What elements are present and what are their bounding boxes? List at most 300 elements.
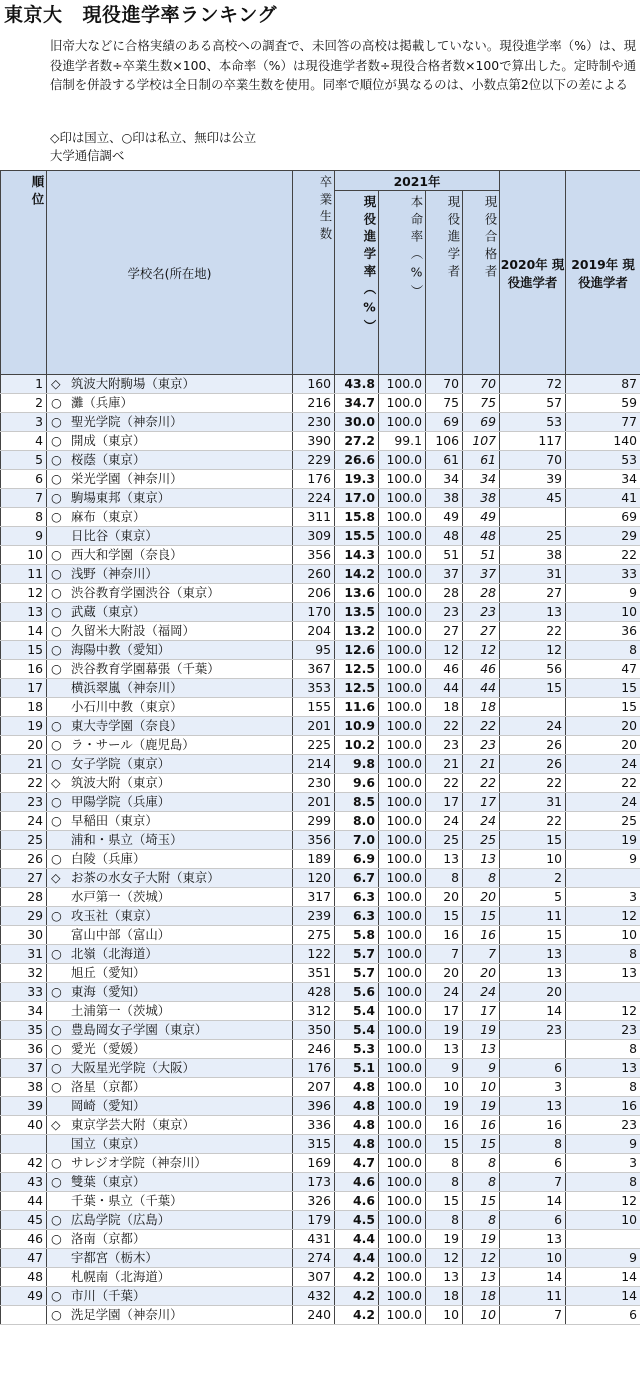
- cell-y2020: 13: [500, 1097, 566, 1116]
- cell-rank: 28: [1, 888, 47, 907]
- cell-y2019: 59: [566, 394, 640, 413]
- cell-honmei: 100.0: [379, 584, 426, 603]
- cell-rate: 34.7: [335, 394, 379, 413]
- table-row: [1, 546, 640, 565]
- school-name: 富山中部（富山）: [71, 927, 171, 942]
- table-row: [1, 1306, 640, 1325]
- school-name: 東京学芸大附（東京）: [71, 1117, 195, 1132]
- table-row: [1, 831, 640, 850]
- school-name: 聖光学院（神奈川）: [71, 414, 183, 429]
- cell-rate: 13.6: [335, 584, 379, 603]
- cell-honmei: 100.0: [379, 1059, 426, 1078]
- cell-grads: 179: [293, 1211, 335, 1230]
- cell-rate: 6.3: [335, 888, 379, 907]
- cell-grads: 120: [293, 869, 335, 888]
- cell-grads: 260: [293, 565, 335, 584]
- table-row: [1, 926, 640, 945]
- school-name: 海陽中教（愛知）: [71, 642, 171, 657]
- cell-y2020: 15: [500, 831, 566, 850]
- cell-honmei: 100.0: [379, 717, 426, 736]
- cell-passed: 22: [463, 774, 500, 793]
- cell-y2019: 8: [566, 945, 640, 964]
- school-type-mark: ○: [51, 813, 62, 828]
- table-row: [1, 565, 640, 584]
- cell-rate: 27.2: [335, 432, 379, 451]
- cell-passed: 22: [463, 717, 500, 736]
- school-name: 麻布（東京）: [71, 509, 146, 524]
- cell-y2020: 27: [500, 584, 566, 603]
- cell-y2020: [500, 508, 566, 527]
- cell-grads: 336: [293, 1116, 335, 1135]
- cell-honmei: 100.0: [379, 1173, 426, 1192]
- header-enrolled: 現役進学者: [426, 191, 463, 375]
- cell-y2019: 8: [566, 1173, 640, 1192]
- cell-y2019: 14: [566, 1268, 640, 1287]
- school-name: ラ・サール（鹿児島）: [71, 737, 195, 752]
- school-name: 北嶺（北海道）: [71, 946, 158, 961]
- cell-grads: 240: [293, 1306, 335, 1325]
- cell-enrolled: 19: [426, 1230, 463, 1249]
- cell-enrolled: 23: [426, 736, 463, 755]
- cell-y2019: 15: [566, 698, 640, 717]
- school-name: 大阪星光学院（大阪）: [71, 1060, 195, 1075]
- cell-school: [47, 812, 293, 831]
- school-name: 女子学院（東京）: [71, 756, 171, 771]
- cell-school: [47, 432, 293, 451]
- cell-school: [47, 907, 293, 926]
- cell-school: [47, 603, 293, 622]
- cell-y2019: 20: [566, 736, 640, 755]
- cell-rate: 4.7: [335, 1154, 379, 1173]
- cell-school: [47, 850, 293, 869]
- cell-school: [47, 774, 293, 793]
- cell-y2020: 22: [500, 622, 566, 641]
- cell-y2019: 41: [566, 489, 640, 508]
- cell-y2019: 8: [566, 1078, 640, 1097]
- cell-rank: 48: [1, 1268, 47, 1287]
- cell-school: [47, 717, 293, 736]
- cell-enrolled: 8: [426, 869, 463, 888]
- ranking-table: [0, 170, 640, 1325]
- cell-y2019: 20: [566, 717, 640, 736]
- cell-rate: 4.8: [335, 1116, 379, 1135]
- cell-rate: 13.5: [335, 603, 379, 622]
- table-body: [1, 375, 640, 1325]
- cell-rate: 5.4: [335, 1021, 379, 1040]
- school-name: 早稲田（東京）: [71, 813, 158, 828]
- cell-enrolled: 19: [426, 1097, 463, 1116]
- cell-rate: 4.2: [335, 1306, 379, 1325]
- cell-rank: 42: [1, 1154, 47, 1173]
- cell-grads: 275: [293, 926, 335, 945]
- cell-rank: 2: [1, 394, 47, 413]
- school-type-mark: ○: [51, 737, 62, 752]
- cell-enrolled: 8: [426, 1154, 463, 1173]
- cell-school: [47, 869, 293, 888]
- table-row: [1, 1230, 640, 1249]
- cell-grads: 390: [293, 432, 335, 451]
- school-type-mark: ◇: [51, 1117, 61, 1132]
- cell-y2020: 70: [500, 451, 566, 470]
- cell-grads: 351: [293, 964, 335, 983]
- cell-y2020: 26: [500, 755, 566, 774]
- source-credit: 大学通信調べ: [50, 148, 125, 163]
- cell-rate: 4.5: [335, 1211, 379, 1230]
- cell-honmei: 100.0: [379, 755, 426, 774]
- cell-enrolled: 8: [426, 1173, 463, 1192]
- header-2021: 2021年: [335, 171, 500, 191]
- cell-school: [47, 831, 293, 850]
- cell-y2020: 13: [500, 945, 566, 964]
- cell-honmei: 100.0: [379, 1002, 426, 1021]
- cell-rank: 49: [1, 1287, 47, 1306]
- cell-rate: 5.3: [335, 1040, 379, 1059]
- cell-y2020: 13: [500, 603, 566, 622]
- title-ranking: 現役進学率ランキング: [82, 4, 277, 26]
- cell-y2020: 14: [500, 1268, 566, 1287]
- cell-y2019: 12: [566, 1002, 640, 1021]
- cell-grads: 206: [293, 584, 335, 603]
- cell-rate: 43.8: [335, 375, 379, 394]
- cell-school: [47, 793, 293, 812]
- school-type-mark: ○: [51, 1174, 62, 1189]
- cell-enrolled: 28: [426, 584, 463, 603]
- cell-y2020: [500, 1040, 566, 1059]
- table-row: [1, 774, 640, 793]
- school-name: 洗足学園（神奈川）: [71, 1307, 183, 1322]
- table-row: [1, 413, 640, 432]
- cell-y2020: 24: [500, 717, 566, 736]
- cell-rank: 4: [1, 432, 47, 451]
- cell-y2020: 3: [500, 1078, 566, 1097]
- school-name: 渋谷教育学園幕張（千葉）: [71, 661, 220, 676]
- cell-school: [47, 1192, 293, 1211]
- cell-grads: 230: [293, 774, 335, 793]
- cell-enrolled: 17: [426, 1002, 463, 1021]
- cell-y2019: 9: [566, 850, 640, 869]
- cell-passed: 46: [463, 660, 500, 679]
- school-type-mark: ○: [51, 471, 62, 486]
- school-name: 洛南（京都）: [71, 1231, 146, 1246]
- cell-passed: 9: [463, 1059, 500, 1078]
- cell-y2019: 15: [566, 679, 640, 698]
- cell-grads: 356: [293, 831, 335, 850]
- school-type-mark: ◇: [51, 775, 61, 790]
- school-type-mark: ○: [51, 604, 62, 619]
- cell-rank: 20: [1, 736, 47, 755]
- cell-honmei: 100.0: [379, 375, 426, 394]
- cell-rank: 17: [1, 679, 47, 698]
- cell-honmei: 100.0: [379, 470, 426, 489]
- cell-passed: 24: [463, 983, 500, 1002]
- cell-passed: 49: [463, 508, 500, 527]
- school-type-mark: ○: [51, 718, 62, 733]
- cell-grads: 367: [293, 660, 335, 679]
- cell-passed: 25: [463, 831, 500, 850]
- cell-rate: 26.6: [335, 451, 379, 470]
- cell-honmei: 100.0: [379, 812, 426, 831]
- cell-honmei: 100.0: [379, 413, 426, 432]
- cell-passed: 13: [463, 1040, 500, 1059]
- school-type-mark: ○: [51, 756, 62, 771]
- school-name: 浅野（神奈川）: [71, 566, 158, 581]
- cell-y2019: [566, 869, 640, 888]
- cell-rate: 12.6: [335, 641, 379, 660]
- cell-passed: 19: [463, 1097, 500, 1116]
- cell-rate: 14.2: [335, 565, 379, 584]
- cell-school: [47, 413, 293, 432]
- school-type-mark: ○: [51, 984, 62, 999]
- cell-grads: 432: [293, 1287, 335, 1306]
- school-name: 国立（東京）: [71, 1136, 146, 1151]
- cell-rank: 38: [1, 1078, 47, 1097]
- school-type-mark: ◇: [51, 870, 61, 885]
- legend: [50, 129, 256, 165]
- cell-passed: 21: [463, 755, 500, 774]
- cell-rate: 6.7: [335, 869, 379, 888]
- cell-enrolled: 106: [426, 432, 463, 451]
- cell-rate: 13.2: [335, 622, 379, 641]
- cell-passed: 37: [463, 565, 500, 584]
- cell-y2020: 2: [500, 869, 566, 888]
- cell-grads: 317: [293, 888, 335, 907]
- cell-passed: 18: [463, 1287, 500, 1306]
- cell-grads: 246: [293, 1040, 335, 1059]
- cell-school: [47, 1287, 293, 1306]
- cell-honmei: 100.0: [379, 1211, 426, 1230]
- header-2019: 2019年 現役進学者: [566, 171, 640, 375]
- school-name: 西大和学園（奈良）: [71, 547, 183, 562]
- cell-grads: 216: [293, 394, 335, 413]
- cell-y2019: 12: [566, 1192, 640, 1211]
- table-row: [1, 1268, 640, 1287]
- cell-y2019: 24: [566, 793, 640, 812]
- cell-passed: 20: [463, 964, 500, 983]
- table-row: [1, 622, 640, 641]
- cell-grads: 225: [293, 736, 335, 755]
- cell-passed: 10: [463, 1078, 500, 1097]
- header-school: 学校名(所在地): [47, 171, 293, 375]
- school-name: サレジオ学院（神奈川）: [71, 1155, 207, 1170]
- cell-school: [47, 1097, 293, 1116]
- cell-rate: 4.8: [335, 1135, 379, 1154]
- table-row: [1, 508, 640, 527]
- cell-passed: 17: [463, 1002, 500, 1021]
- table-row: [1, 869, 640, 888]
- cell-grads: 95: [293, 641, 335, 660]
- explanation-note: [50, 36, 636, 95]
- table-row: [1, 755, 640, 774]
- school-type-mark: ○: [51, 1060, 62, 1075]
- cell-school: [47, 1021, 293, 1040]
- cell-school: [47, 983, 293, 1002]
- cell-y2020: 72: [500, 375, 566, 394]
- cell-honmei: 100.0: [379, 869, 426, 888]
- cell-rate: 12.5: [335, 660, 379, 679]
- cell-enrolled: 27: [426, 622, 463, 641]
- cell-y2020: 31: [500, 565, 566, 584]
- cell-y2020: 117: [500, 432, 566, 451]
- cell-enrolled: 25: [426, 831, 463, 850]
- cell-rate: 7.0: [335, 831, 379, 850]
- cell-rank: 1: [1, 375, 47, 394]
- cell-enrolled: 38: [426, 489, 463, 508]
- cell-school: [47, 1135, 293, 1154]
- cell-passed: 8: [463, 1154, 500, 1173]
- cell-rate: 5.4: [335, 1002, 379, 1021]
- cell-y2019: 8: [566, 641, 640, 660]
- school-type-mark: ○: [51, 1212, 62, 1227]
- school-name: 栄光学園（神奈川）: [71, 471, 183, 486]
- cell-honmei: 100.0: [379, 1116, 426, 1135]
- cell-honmei: 100.0: [379, 1154, 426, 1173]
- table-row: [1, 983, 640, 1002]
- cell-y2020: 25: [500, 527, 566, 546]
- table-row: [1, 1135, 640, 1154]
- school-type-mark: ○: [51, 1307, 62, 1322]
- cell-passed: 19: [463, 1021, 500, 1040]
- cell-y2020: 6: [500, 1154, 566, 1173]
- cell-school: [47, 1078, 293, 1097]
- cell-enrolled: 24: [426, 983, 463, 1002]
- cell-y2019: 8: [566, 1040, 640, 1059]
- cell-rank: [1, 1135, 47, 1154]
- school-type-mark: ○: [51, 433, 62, 448]
- cell-y2019: 77: [566, 413, 640, 432]
- cell-passed: 16: [463, 926, 500, 945]
- cell-passed: 48: [463, 527, 500, 546]
- table-row: [1, 603, 640, 622]
- cell-rank: 6: [1, 470, 47, 489]
- cell-rank: 45: [1, 1211, 47, 1230]
- school-name: 広島学院（広島）: [71, 1212, 171, 1227]
- cell-enrolled: 13: [426, 1268, 463, 1287]
- cell-school: [47, 1211, 293, 1230]
- school-name: 久留米大附設（福岡）: [71, 623, 195, 638]
- cell-y2019: 53: [566, 451, 640, 470]
- cell-rank: 29: [1, 907, 47, 926]
- cell-y2019: 47: [566, 660, 640, 679]
- cell-passed: 27: [463, 622, 500, 641]
- cell-y2020: 7: [500, 1306, 566, 1325]
- table-row: [1, 679, 640, 698]
- cell-honmei: 100.0: [379, 394, 426, 413]
- cell-y2019: 9: [566, 584, 640, 603]
- school-name: 東大寺学園（奈良）: [71, 718, 183, 733]
- cell-passed: 8: [463, 1211, 500, 1230]
- cell-honmei: 100.0: [379, 546, 426, 565]
- cell-rank: 13: [1, 603, 47, 622]
- cell-honmei: 100.0: [379, 1078, 426, 1097]
- cell-enrolled: 21: [426, 755, 463, 774]
- cell-honmei: 100.0: [379, 508, 426, 527]
- table-row: [1, 1192, 640, 1211]
- cell-honmei: 100.0: [379, 1249, 426, 1268]
- school-type-mark: ○: [51, 851, 62, 866]
- school-type-mark: ○: [51, 509, 62, 524]
- cell-passed: 13: [463, 850, 500, 869]
- school-type-mark: ○: [51, 395, 62, 410]
- cell-rank: 46: [1, 1230, 47, 1249]
- cell-enrolled: 19: [426, 1021, 463, 1040]
- school-name: 筑波大附（東京）: [71, 775, 171, 790]
- cell-passed: 38: [463, 489, 500, 508]
- cell-honmei: 100.0: [379, 964, 426, 983]
- cell-enrolled: 70: [426, 375, 463, 394]
- table-row: [1, 470, 640, 489]
- cell-school: [47, 394, 293, 413]
- cell-y2019: 6: [566, 1306, 640, 1325]
- cell-rank: 26: [1, 850, 47, 869]
- cell-rank: 25: [1, 831, 47, 850]
- cell-grads: 311: [293, 508, 335, 527]
- cell-school: [47, 660, 293, 679]
- cell-y2019: 3: [566, 888, 640, 907]
- cell-school: [47, 1249, 293, 1268]
- table-row: [1, 907, 640, 926]
- table-row: [1, 584, 640, 603]
- cell-enrolled: 49: [426, 508, 463, 527]
- cell-y2019: 23: [566, 1021, 640, 1040]
- cell-grads: 122: [293, 945, 335, 964]
- cell-honmei: 100.0: [379, 679, 426, 698]
- cell-grads: 155: [293, 698, 335, 717]
- cell-grads: 176: [293, 470, 335, 489]
- cell-school: [47, 1306, 293, 1325]
- cell-passed: 24: [463, 812, 500, 831]
- table-row: [1, 736, 640, 755]
- cell-honmei: 100.0: [379, 1021, 426, 1040]
- page-title: [4, 0, 277, 27]
- school-type-mark: ○: [51, 585, 62, 600]
- cell-y2020: 10: [500, 850, 566, 869]
- cell-y2019: 12: [566, 907, 640, 926]
- cell-passed: 19: [463, 1230, 500, 1249]
- cell-rank: 37: [1, 1059, 47, 1078]
- cell-rank: 15: [1, 641, 47, 660]
- school-name: 灘（兵庫）: [71, 395, 133, 410]
- cell-honmei: 100.0: [379, 565, 426, 584]
- cell-honmei: 100.0: [379, 1192, 426, 1211]
- cell-grads: 207: [293, 1078, 335, 1097]
- cell-y2020: 22: [500, 812, 566, 831]
- cell-rank: 18: [1, 698, 47, 717]
- cell-passed: 18: [463, 698, 500, 717]
- school-name: 駒場東邦（東京）: [71, 490, 171, 505]
- cell-rate: 4.8: [335, 1078, 379, 1097]
- school-name: 千葉・県立（千葉）: [71, 1193, 183, 1208]
- cell-honmei: 100.0: [379, 527, 426, 546]
- cell-passed: 8: [463, 869, 500, 888]
- cell-y2019: 9: [566, 1249, 640, 1268]
- cell-y2019: 22: [566, 774, 640, 793]
- cell-honmei: 100.0: [379, 1306, 426, 1325]
- cell-y2019: 24: [566, 755, 640, 774]
- cell-grads: 201: [293, 793, 335, 812]
- table-row: [1, 888, 640, 907]
- school-type-mark: ○: [51, 452, 62, 467]
- cell-enrolled: 10: [426, 1078, 463, 1097]
- cell-rate: 9.8: [335, 755, 379, 774]
- cell-y2019: 16: [566, 1097, 640, 1116]
- table-row: [1, 451, 640, 470]
- cell-enrolled: 8: [426, 1211, 463, 1230]
- school-type-mark: ○: [51, 1041, 62, 1056]
- cell-passed: 7: [463, 945, 500, 964]
- cell-y2020: 16: [500, 1116, 566, 1135]
- school-name: 岡崎（愛知）: [71, 1098, 146, 1113]
- cell-enrolled: 34: [426, 470, 463, 489]
